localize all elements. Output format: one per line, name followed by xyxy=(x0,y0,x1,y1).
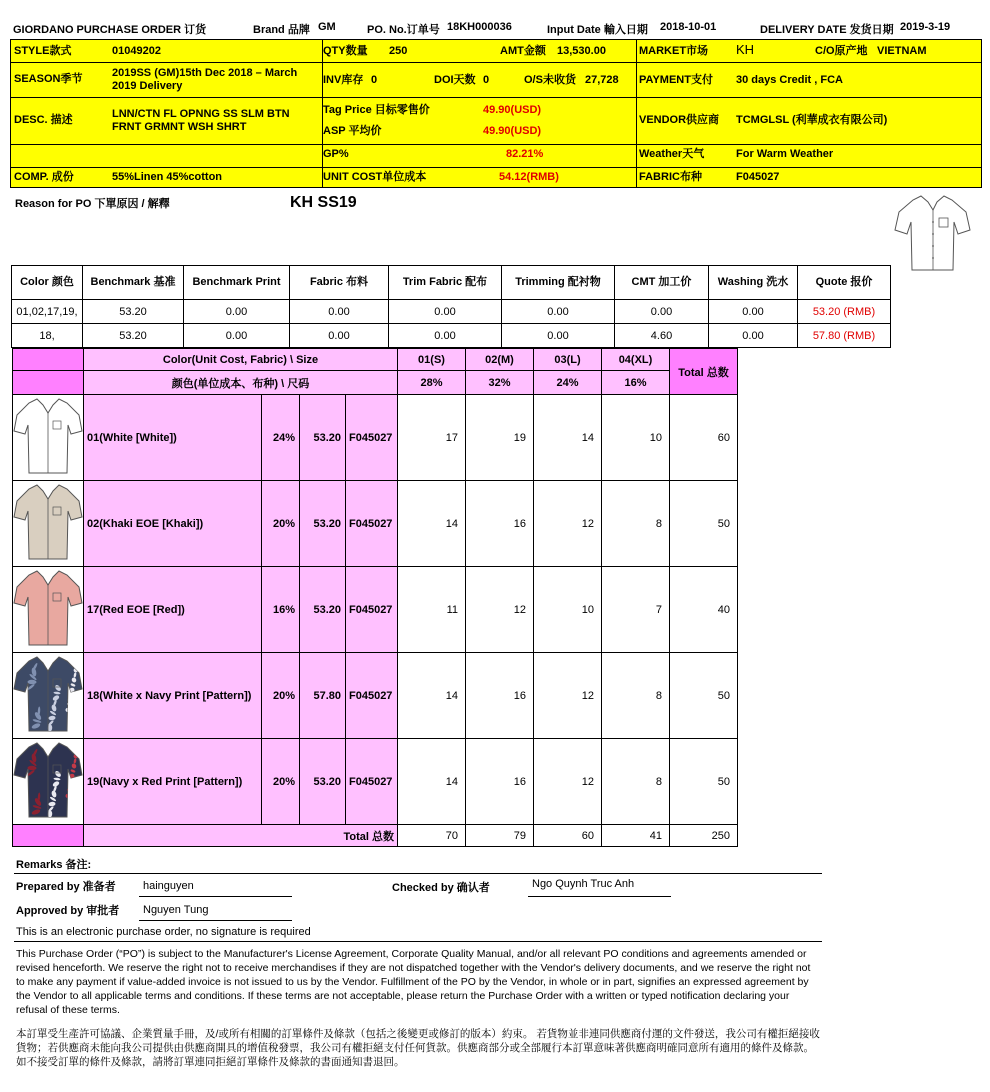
prepared-by-value: hainguyen xyxy=(143,880,194,892)
cost-header-cmt: CMT 加工价 xyxy=(615,266,709,300)
shirt-thumbnail xyxy=(13,653,84,739)
weather-value: For Warm Weather xyxy=(736,148,834,160)
color-name: 17(Red EOE [Red]) xyxy=(84,567,262,653)
doi-label: DOI天数 xyxy=(434,74,476,86)
size-ratio-row xyxy=(13,371,738,395)
size-header-l: 03(L) xyxy=(534,349,602,371)
color-pct: 20% xyxy=(262,653,300,739)
cost-cell: 0.00 xyxy=(709,300,798,324)
unit-cost: 53.20 xyxy=(300,739,346,825)
qty-xl: 8 xyxy=(602,481,670,567)
total-m: 79 xyxy=(466,825,534,847)
row-total: 50 xyxy=(670,653,738,739)
fabric-code: F045027 xyxy=(346,653,398,739)
checked-by-label: Checked by 确认者 xyxy=(392,882,490,894)
cost-cell: 0.00 xyxy=(502,324,615,348)
cost-cell: 0.00 xyxy=(290,300,389,324)
desc-label: DESC. 描述 xyxy=(14,114,73,126)
cost-header-benchmark: Benchmark 基准 xyxy=(83,266,184,300)
cost-cell: 0.00 xyxy=(184,300,290,324)
qty-m: 16 xyxy=(466,481,534,567)
desc-value: LNN/CTN FL OPNNG SS SLM BTN FRNT GRMNT WSH SHRT xyxy=(112,108,290,133)
approved-by-label: Approved by 审批者 xyxy=(16,905,120,917)
header-corner-lower xyxy=(13,371,84,395)
fabric-code: F045027 xyxy=(346,395,398,481)
input-date-label: Input Date 輸入日期 xyxy=(547,24,648,36)
table-row xyxy=(13,739,738,825)
unit-cost-label: UNIT COST单位成本 xyxy=(323,171,427,183)
row-total: 50 xyxy=(670,481,738,567)
unit-cost: 53.20 xyxy=(300,395,346,481)
size-ratio-s: 28% xyxy=(398,371,466,395)
table-row xyxy=(13,481,738,567)
fabric-code: F045027 xyxy=(346,739,398,825)
total-s: 70 xyxy=(398,825,466,847)
tag-price-label: Tag Price 目标零售价 xyxy=(323,104,430,116)
remarks-label: Remarks 备注: xyxy=(16,859,92,871)
size-ratio-xl: 16% xyxy=(602,371,670,395)
qty-m: 19 xyxy=(466,395,534,481)
inv-value: 0 xyxy=(371,74,378,86)
doi-value: 0 xyxy=(483,74,490,86)
color-name: 19(Navy x Red Print [Pattern]) xyxy=(84,739,262,825)
delivery-date: 2019-3-19 xyxy=(900,21,951,33)
origin-label: C/O原产地 xyxy=(815,45,868,57)
cost-header-color: Color 颜色 xyxy=(12,266,83,300)
po-title: GIORDANO PURCHASE ORDER 订货 xyxy=(13,24,207,36)
color-size-header-zh: 颜色(单位成本、布种) \ 尺码 xyxy=(84,371,398,395)
size-header-m: 02(M) xyxy=(466,349,534,371)
row-total: 40 xyxy=(670,567,738,653)
asp-value: 49.90(USD) xyxy=(483,125,542,137)
qty-xl: 10 xyxy=(602,395,670,481)
row-total: 50 xyxy=(670,739,738,825)
fabric-code: F045027 xyxy=(346,567,398,653)
unit-cost: 53.20 xyxy=(300,481,346,567)
po-number-label: PO. No.订单号 xyxy=(367,24,440,36)
electronic-note: This is an electronic purchase order, no signature is required xyxy=(16,926,311,938)
qty-l: 12 xyxy=(534,653,602,739)
fabric-code: F045027 xyxy=(346,481,398,567)
fabric-label: FABRIC布种 xyxy=(639,171,702,183)
os-value: 27,728 xyxy=(585,74,619,86)
reason-label: Reason for PO 下單原因 / 解釋 xyxy=(15,198,170,210)
style-value: 01049202 xyxy=(112,45,161,57)
row-total: 60 xyxy=(670,395,738,481)
prepared-by-label: Prepared by 准备者 xyxy=(16,881,116,893)
cost-header-trim-fabric: Trim Fabric 配布 xyxy=(389,266,502,300)
cost-cell: 53.20 xyxy=(83,324,184,348)
total-xl: 41 xyxy=(602,825,670,847)
vendor-value: TCMGLSL (利華成衣有限公司) xyxy=(736,114,888,126)
table-row xyxy=(12,324,891,348)
vendor-label: VENDOR供应商 xyxy=(639,114,720,126)
origin-value: VIETNAM xyxy=(877,45,927,57)
qty-l: 14 xyxy=(534,395,602,481)
cost-cell: 0.00 xyxy=(389,300,502,324)
style-label: STYLE款式 xyxy=(14,45,72,57)
cost-header-fabric: Fabric 布料 xyxy=(290,266,389,300)
unit-cost: 53.20 xyxy=(300,567,346,653)
gp-value: 82.21% xyxy=(506,148,544,160)
shirt-thumbnail xyxy=(13,481,84,567)
qty-m: 16 xyxy=(466,739,534,825)
size-ratio-l: 24% xyxy=(534,371,602,395)
color-name: 02(Khaki EOE [Khaki]) xyxy=(84,481,262,567)
qty-s: 14 xyxy=(398,739,466,825)
cost-header-quote: Quote 报价 xyxy=(798,266,891,300)
color-name: 01(White [White]) xyxy=(84,395,262,481)
cost-cell: 4.60 xyxy=(615,324,709,348)
qty-label: QTY数量 xyxy=(323,45,368,57)
qty-s: 14 xyxy=(398,653,466,739)
delivery-date-label: DELIVERY DATE 发货日期 xyxy=(760,24,894,36)
cost-cell: 18, xyxy=(12,324,83,348)
unit-cost-value: 54.12(RMB) xyxy=(499,171,559,183)
brand-label: Brand 品牌 xyxy=(253,24,310,36)
season-value: 2019SS (GM)15th Dec 2018 – March 2019 Delivery xyxy=(112,67,298,92)
cost-cell: 0.00 xyxy=(184,324,290,348)
asp-label: ASP 平均价 xyxy=(323,125,382,137)
season-label: SEASON季节 xyxy=(14,73,83,85)
cost-header-washing: Washing 洗水 xyxy=(709,266,798,300)
payment-value: 30 days Credit , FCA xyxy=(736,74,843,86)
comp-label: COMP. 成份 xyxy=(14,171,74,183)
size-header-s: 01(S) xyxy=(398,349,466,371)
color-pct: 20% xyxy=(262,739,300,825)
total-l: 60 xyxy=(534,825,602,847)
weather-label: Weather天气 xyxy=(639,148,705,160)
totals-corner xyxy=(13,825,84,847)
checked-by-value: Ngo Quynh Truc Anh xyxy=(532,878,635,890)
legal-terms-zh: 本訂單受生產許可協議、企業質量手冊，及/或所有相關的訂單條件及條款（包括之後變更或修訂的版本）約束。 若貨物並非連同供應商付運的文件發送，我公司有權拒絕接收貨物；若供應商未能向我公司提供由供應商開具的增值稅發票，我公司有權拒絕支付任何貨款。供應商部分或全部履行本訂單意味著供應商明確同意所有適用的條件及條款。如不接受訂單的條件及條款，請將訂單連同拒絕訂單條件及條款的書面通知書退回。 xyxy=(16,1028,820,1068)
color-name: 18(White x Navy Print [Pattern]) xyxy=(84,653,262,739)
size-header-row xyxy=(13,349,738,371)
header-corner xyxy=(13,349,84,371)
quote-cell: 53.20 (RMB) xyxy=(798,300,891,324)
size-header-xl: 04(XL) xyxy=(602,349,670,371)
cost-cell: 0.00 xyxy=(709,324,798,348)
color-pct: 24% xyxy=(262,395,300,481)
cost-table-header xyxy=(12,266,891,300)
totals-label: Total 总数 xyxy=(84,825,398,847)
fabric-value: F045027 xyxy=(736,171,780,183)
qty-xl: 8 xyxy=(602,739,670,825)
qty-xl: 8 xyxy=(602,653,670,739)
color-pct: 20% xyxy=(262,481,300,567)
inv-label: INV库存 xyxy=(323,74,364,86)
os-label: O/S未收货 xyxy=(524,74,576,86)
qty-m: 16 xyxy=(466,653,534,739)
quote-cell: 57.80 (RMB) xyxy=(798,324,891,348)
qty-s: 11 xyxy=(398,567,466,653)
cost-header-benchmark-print: Benchmark Print xyxy=(184,266,290,300)
shirt-thumbnail xyxy=(13,395,84,481)
amt-label: AMT金额 xyxy=(500,45,546,57)
cost-cell: 53.20 xyxy=(83,300,184,324)
qty-l: 12 xyxy=(534,481,602,567)
summary-grid xyxy=(10,39,982,188)
brand-value: GM xyxy=(318,21,336,33)
approved-by-value: Nguyen Tung xyxy=(143,904,209,916)
table-row xyxy=(12,300,891,324)
shirt-sketch-image xyxy=(893,190,973,276)
grand-total: 250 xyxy=(670,825,738,847)
amt-value: 13,530.00 xyxy=(557,45,606,57)
table-row xyxy=(13,395,738,481)
shirt-thumbnail xyxy=(13,739,84,825)
qty-l: 10 xyxy=(534,567,602,653)
unit-cost: 57.80 xyxy=(300,653,346,739)
cost-cell: 0.00 xyxy=(615,300,709,324)
input-date: 2018-10-01 xyxy=(660,21,717,33)
comp-value: 55%Linen 45%cotton xyxy=(112,171,223,183)
market-value: KH xyxy=(736,42,755,57)
tag-price-value: 49.90(USD) xyxy=(483,104,542,116)
size-breakdown-table xyxy=(12,348,738,847)
totals-row xyxy=(13,825,738,847)
payment-label: PAYMENT支付 xyxy=(639,74,713,86)
qty-value: 250 xyxy=(389,45,408,57)
color-pct: 16% xyxy=(262,567,300,653)
color-size-header: Color(Unit Cost, Fabric) \ Size xyxy=(84,349,398,371)
size-ratio-m: 32% xyxy=(466,371,534,395)
qty-s: 17 xyxy=(398,395,466,481)
table-row xyxy=(13,567,738,653)
po-number: 18KH000036 xyxy=(447,21,512,33)
qty-xl: 7 xyxy=(602,567,670,653)
qty-s: 14 xyxy=(398,481,466,567)
legal-terms-en: This Purchase Order (“PO”) is subject to the Manufacturer's License Agreement, Corporate Quality Manual, and/or all relevant PO conditions and agreements amended or revised henceforth. We reserve the right not to receive merchandises if they are not dispatched together with the Vendor's delivery documents, and we reserve the right not to make any payment if value-added invoice is not issued to us by the Vendor. Fulfillment of the PO by the Vendor, in whole or in part, signifies an expressed agreement by the Vendor to all applicable terms and conditions. If these terms are not acceptable, please return the Purchase Order with a written or typed notification declaring your refusal of these terms. xyxy=(16,948,811,1016)
qty-l: 12 xyxy=(534,739,602,825)
shirt-thumbnail xyxy=(13,567,84,653)
cost-cell: 0.00 xyxy=(389,324,502,348)
total-header: Total 总数 xyxy=(670,349,738,395)
cost-cell: 0.00 xyxy=(502,300,615,324)
cost-header-trimming: Trimming 配衬物 xyxy=(502,266,615,300)
market-label: MARKET市场 xyxy=(639,45,709,57)
gp-label: GP% xyxy=(323,148,349,160)
reason-value: KH SS19 xyxy=(290,194,357,211)
table-row xyxy=(13,653,738,739)
qty-m: 12 xyxy=(466,567,534,653)
cost-cell: 01,02,17,19, xyxy=(12,300,83,324)
cost-cell: 0.00 xyxy=(290,324,389,348)
cost-table xyxy=(11,265,891,348)
